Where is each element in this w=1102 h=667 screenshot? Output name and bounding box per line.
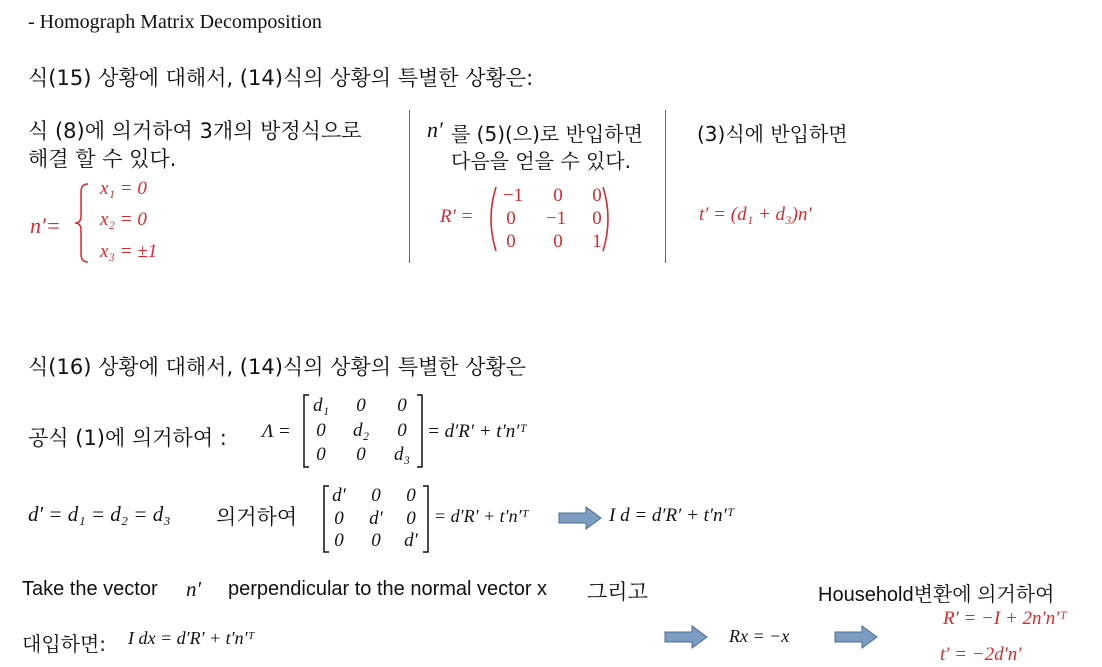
r-m31: 0 (506, 231, 516, 252)
l-m23: 0 (397, 420, 407, 441)
right-arrow-icon (558, 506, 602, 530)
row3-right: Household변환에 의거하여 (818, 584, 1055, 606)
row3-text-b: perpendicular to the normal vector x (228, 578, 548, 600)
lambda-lhs: Λ = (262, 421, 291, 442)
d-m32: 0 (371, 530, 381, 551)
d-m33: d′ (404, 530, 418, 551)
d-m21: 0 (334, 508, 344, 529)
d-m31: 0 (334, 530, 344, 551)
r-prime-lhs: R′ = (440, 206, 474, 227)
row3-text-c: 그리고 (587, 580, 648, 604)
page-title: - Homograph Matrix Decomposition (28, 11, 322, 33)
row4-mid: Rx = −x (729, 626, 790, 646)
d-m11: d′ (332, 485, 346, 506)
l-m12: 0 (356, 395, 366, 416)
r-m11: −1 (502, 185, 524, 206)
n-prime-lhs: n′= (30, 213, 61, 238)
result-t-prime: t′ = −2d′n′ (940, 644, 1022, 665)
section1-heading: 식(15) 상황에 대해서, (14)식의 상황의 특별한 상황은: (28, 66, 534, 90)
r-m13: 0 (592, 185, 602, 206)
l-m11: d₁ (312, 395, 330, 416)
r-m12: 0 (553, 185, 563, 206)
row2-label: 의거하여 (216, 505, 298, 529)
col2-line1: 를 (5)(으)로 반입하면 (451, 122, 643, 146)
d-matrix (324, 485, 428, 551)
case-x2: x₂ = 0 (100, 209, 147, 230)
row4-label: 대입하면: (22, 632, 107, 656)
row4-formula: I dx = d′R′ + t′n′ᵀ (128, 628, 255, 648)
d-m13: 0 (406, 485, 416, 506)
cases-brace (70, 180, 92, 266)
r-m22: −1 (545, 208, 567, 229)
column-divider-1 (409, 110, 410, 263)
col3-line1: (3)식에 반입하면 (697, 122, 848, 146)
l-m22: d₂ (352, 420, 370, 441)
r-m21: 0 (506, 208, 516, 229)
row2-result: I d = d′R′ + t′n′ᵀ (609, 505, 735, 526)
r-m33: 1 (592, 231, 602, 252)
case-x3: x₃ = ±1 (100, 241, 158, 262)
r-matrix (496, 185, 616, 253)
section2-heading: 식(16) 상황에 대해서, (14)식의 상황의 특별한 상황은 (28, 355, 527, 379)
col1-line1: 식 (8)에 의거하여 3개의 방정식으로 (28, 119, 362, 143)
row2-rhs: = d′R′ + t′n′ᵀ (434, 506, 529, 526)
right-arrow-icon (664, 625, 708, 649)
row1-label: 공식 (1)에 의거하여 : (28, 426, 227, 450)
row3-var: n′ (186, 577, 202, 601)
l-m31: 0 (316, 444, 326, 465)
row3-text-a: Take the vector (22, 578, 158, 600)
n-prime-var: n′ (427, 117, 443, 142)
l-m21: 0 (316, 420, 326, 441)
r-m23: 0 (592, 208, 602, 229)
row2-lhs: d′ = d₁ = d₂ = d₃ (28, 502, 171, 526)
l-m33: d₃ (393, 444, 411, 465)
d-m22: d′ (369, 508, 383, 529)
d-m23: 0 (406, 508, 416, 529)
column-divider-2 (665, 110, 666, 263)
lambda-matrix (306, 395, 420, 467)
case-x1: x₁ = 0 (100, 178, 147, 199)
right-arrow-icon (834, 625, 878, 649)
col1-line2: 해결 할 수 있다. (28, 147, 177, 171)
r-m32: 0 (553, 231, 563, 252)
l-m13: 0 (397, 395, 407, 416)
col2-line2: 다음을 얻을 수 있다. (451, 149, 631, 173)
l-m32: 0 (356, 444, 366, 465)
t-prime-formula: t′ = (d₁ + d₃)n′ (699, 204, 812, 225)
row1-rhs: = d′R′ + t′n′ᵀ (427, 421, 527, 442)
result-r-prime: R′ = −I + 2n′n′ᵀ (943, 608, 1067, 629)
d-m12: 0 (371, 485, 381, 506)
